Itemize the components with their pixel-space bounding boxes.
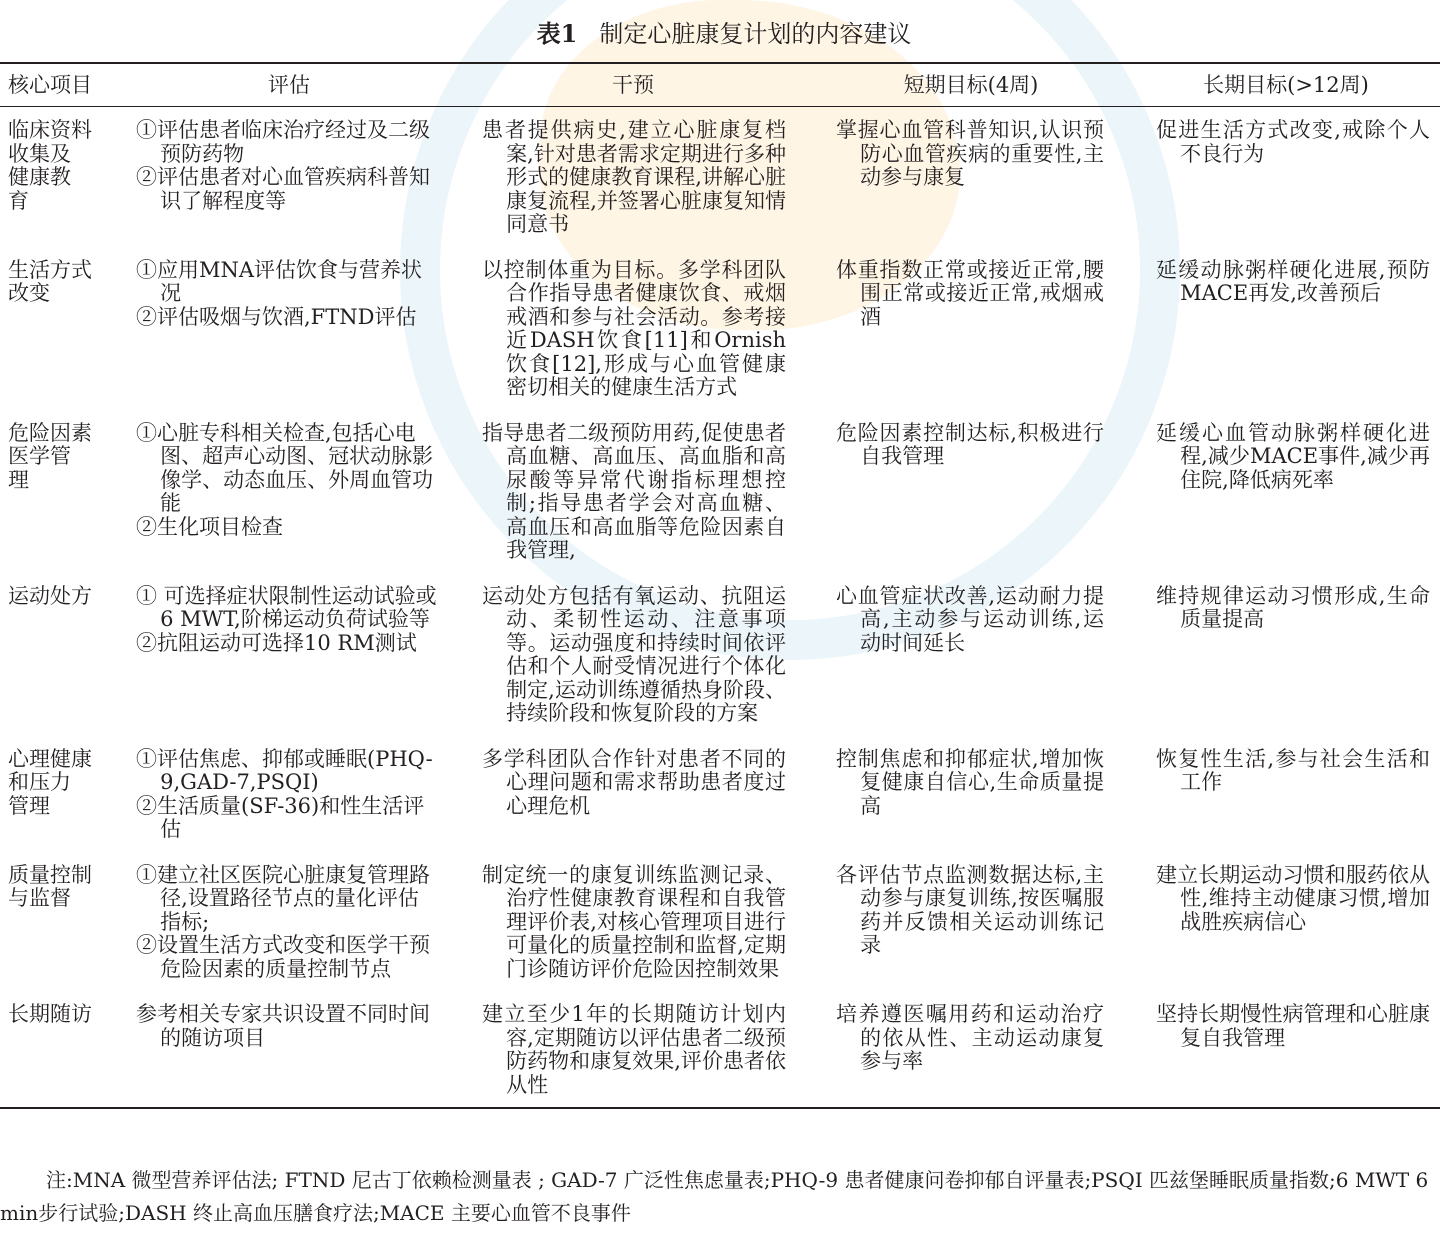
table-caption-title: 制定心脏康复计划的内容建议 <box>599 20 912 48</box>
cell-core-item <box>0 247 122 410</box>
evaluation-item: ②评估吸烟与饮酒,FTND评估 <box>136 304 417 329</box>
cell-evaluation <box>122 247 456 410</box>
core-item-line: 医学管 <box>8 444 71 468</box>
cell-long-term-goal-text: 促进生活方式改变,戒除个人不良行为 <box>1156 118 1430 166</box>
cell-long-term-goal <box>1132 573 1440 736</box>
core-item-line: 生活方式 <box>8 257 92 282</box>
table-row <box>0 247 1440 410</box>
cell-intervention-text: 以控制体重为目标。多学科团队合作指导患者健康饮食、戒烟戒酒和参与社会活动。参考接近DASH饮食[11]和Ornish饮食[12],形成与心血管健康密切相关的健康生活方式 <box>482 257 786 399</box>
core-item-line: 与监督 <box>8 886 71 910</box>
column-header-core: 核心项目 <box>0 63 122 107</box>
cell-long-term-goal-text: 建立长期运动习惯和服药依从性,维持主动健康习惯,增加战胜疾病信心 <box>1156 862 1430 934</box>
cell-intervention-text: 建立至少1年的长期随访计划内容,定期随访以评估患者二级预防药物和康复效果,评价患者依从性 <box>482 1002 786 1097</box>
evaluation-item: ②抗阻运动可选择10 RM测试 <box>136 630 417 655</box>
table-row <box>0 736 1440 852</box>
cell-short-term-goal-text: 控制焦虑和抑郁症状,增加恢复健康自信心,生命质量提高 <box>836 746 1104 818</box>
cell-evaluation <box>122 410 456 573</box>
table-footnote: 注:MNA 微型营养评估法; FTND 尼古丁依赖检测量表 ; GAD-7 广泛性焦虑量表;PHQ-9 患者健康问卷抑郁自评量表;PSQI 匹兹堡睡眠质量指数;6 MWT 6 min步行试验;DASH 终止高血压膳食疗法;MACE 主要心血管不良事件 <box>0 1168 1429 1225</box>
core-item-line: 健康教 <box>8 165 71 189</box>
cell-core-item <box>0 736 122 852</box>
cell-intervention <box>456 410 810 573</box>
cell-core-item <box>0 991 122 1108</box>
column-header-short-term: 短期目标(4周) <box>810 63 1132 107</box>
cell-short-term-goal <box>810 736 1132 852</box>
cell-short-term-goal <box>810 852 1132 992</box>
cell-core-item <box>0 410 122 573</box>
core-item-line: 质量控制 <box>8 862 92 887</box>
cell-long-term-goal-text: 维持规律运动习惯形成,生命质量提高 <box>1156 583 1430 631</box>
evaluation-item: ①评估患者临床治疗经过及二级预防药物 <box>136 118 430 166</box>
evaluation-item: ①心脏专科相关检查,包括心电图、超声心动图、冠状动脉影像学、动态血压、外周血管功能 <box>136 420 434 515</box>
cell-intervention-text: 指导患者二级预防用药,促使患者高血糖、高血压、高血脂和高尿酸等异常代谢指标理想控制;指导患者学会对高血糖、高血压和高血脂等危险因素自我管理, <box>482 420 786 562</box>
cell-evaluation <box>122 573 456 736</box>
cell-short-term-goal-text: 心血管症状改善,运动耐力提高,主动参与运动训练,运动时间延长 <box>836 583 1104 655</box>
evaluation-item: ②设置生活方式改变和医学干预危险因素的质量控制节点 <box>136 933 430 981</box>
cell-short-term-goal <box>810 247 1132 410</box>
cell-intervention <box>456 991 810 1108</box>
core-item-line: 运动处方 <box>8 583 92 608</box>
cell-short-term-goal-text: 掌握心血管科普知识,认识预防心血管疾病的重要性,主动参与康复 <box>836 118 1104 189</box>
cell-long-term-goal-text: 恢复性生活,参与社会生活和工作 <box>1156 746 1430 794</box>
cell-evaluation <box>122 852 456 992</box>
cell-evaluation <box>122 991 456 1108</box>
cell-short-term-goal <box>810 991 1132 1108</box>
cell-intervention-text: 运动处方包括有氧运动、抗阻运动、柔韧性运动、注意事项等。运动强度和持续时间依评估和个人耐受情况进行个体化制定,运动训练遵循热身阶段、持续阶段和恢复阶段的方案 <box>482 583 786 725</box>
cell-intervention <box>456 107 810 247</box>
core-item-line: 心理健康 <box>8 746 92 771</box>
table-caption <box>0 18 1448 50</box>
core-item-line: 和压力 <box>8 770 71 794</box>
cell-short-term-goal <box>810 573 1132 736</box>
table-row <box>0 852 1440 992</box>
evaluation-item: ① 可选择症状限制性运动试验或6 MWT,阶梯运动负荷试验等 <box>136 583 437 631</box>
cell-long-term-goal-text: 坚持长期慢性病管理和心脏康复自我管理 <box>1156 1002 1430 1050</box>
cell-core-item <box>0 852 122 992</box>
cell-intervention <box>456 573 810 736</box>
core-item-line: 收集及 <box>8 141 71 166</box>
cell-intervention <box>456 852 810 992</box>
core-item-line: 育 <box>8 188 29 213</box>
cell-intervention-text: 患者提供病史,建立心脏康复档案,针对患者需求定期进行多种形式的健康教育课程,讲解心脏康复流程,并签署心脏康复知情同意书 <box>482 118 786 236</box>
cell-long-term-goal-text: 延缓心血管动脉粥样硬化进程,减少MACE事件,减少再住院,降低病死率 <box>1156 420 1430 492</box>
cell-intervention <box>456 736 810 852</box>
cell-short-term-goal-text: 危险因素控制达标,积极进行自我管理 <box>836 420 1104 468</box>
column-header-eval: 评估 <box>122 63 456 107</box>
core-item-line: 临床资料 <box>8 118 92 142</box>
table-caption-label: 表1 <box>536 19 578 48</box>
cell-long-term-goal <box>1132 991 1440 1108</box>
core-item-line: 管理 <box>8 793 50 818</box>
cell-intervention-text: 制定统一的康复训练监测记录、治疗性健康教育课程和自我管理评价表,对核心管理项目进行可量化的质量控制和监督,定期门诊随访评价危险因控制效果 <box>482 862 786 981</box>
evaluation-item: ①应用MNA评估饮食与营养状况 <box>136 257 423 305</box>
evaluation-item: ①建立社区医院心脏康复管理路径,设置路径节点的量化评估指标; <box>136 862 430 934</box>
evaluation-item: ②生化项目检查 <box>136 514 283 539</box>
table-row <box>0 107 1440 247</box>
cell-long-term-goal <box>1132 410 1440 573</box>
column-header-intervention: 干预 <box>456 63 810 107</box>
cell-long-term-goal-text: 延缓动脉粥样硬化进展,预防MACE再发,改善预后 <box>1156 257 1430 305</box>
table-row <box>0 991 1440 1108</box>
evaluation-item: ②生活质量(SF-36)和性生活评估 <box>136 793 425 841</box>
core-item-line: 危险因素 <box>8 420 92 445</box>
cell-long-term-goal <box>1132 736 1440 852</box>
core-item-line: 长期随访 <box>8 1002 92 1026</box>
cell-short-term-goal <box>810 107 1132 247</box>
cardiac-rehab-plan-table <box>0 62 1440 1109</box>
cell-intervention-text: 多学科团队合作针对患者不同的心理问题和需求帮助患者度过心理危机 <box>482 746 786 818</box>
evaluation-item: 参考相关专家共识设置不同时间的随访项目 <box>136 1002 430 1050</box>
evaluation-item: ②评估患者对心血管疾病科普知识了解程度等 <box>136 165 430 213</box>
cell-evaluation <box>122 107 456 247</box>
cell-core-item <box>0 107 122 247</box>
cell-short-term-goal-text: 培养遵医嘱用药和运动治疗的依从性、主动运动康复参与率 <box>836 1002 1104 1073</box>
cell-short-term-goal <box>810 410 1132 573</box>
cell-core-item <box>0 573 122 736</box>
table-row <box>0 573 1440 736</box>
evaluation-item: ①评估焦虑、抑郁或睡眠(PHQ-9,GAD-7,PSQI) <box>136 746 433 794</box>
core-item-line: 改变 <box>8 281 50 305</box>
cell-long-term-goal <box>1132 107 1440 247</box>
cell-long-term-goal <box>1132 852 1440 992</box>
column-header-long-term: 长期目标(>12周) <box>1132 63 1440 107</box>
core-item-line: 理 <box>8 467 29 492</box>
cell-short-term-goal-text: 体重指数正常或接近正常,腰围正常或接近正常,戒烟戒酒 <box>836 257 1104 329</box>
cell-short-term-goal-text: 各评估节点监测数据达标,主动参与康复训练,按医嘱服药并反馈相关运动训练记录 <box>836 862 1104 957</box>
cell-evaluation <box>122 736 456 852</box>
table-row <box>0 410 1440 573</box>
table-header-row <box>0 63 1440 107</box>
cell-intervention <box>456 247 810 410</box>
cell-long-term-goal <box>1132 247 1440 410</box>
